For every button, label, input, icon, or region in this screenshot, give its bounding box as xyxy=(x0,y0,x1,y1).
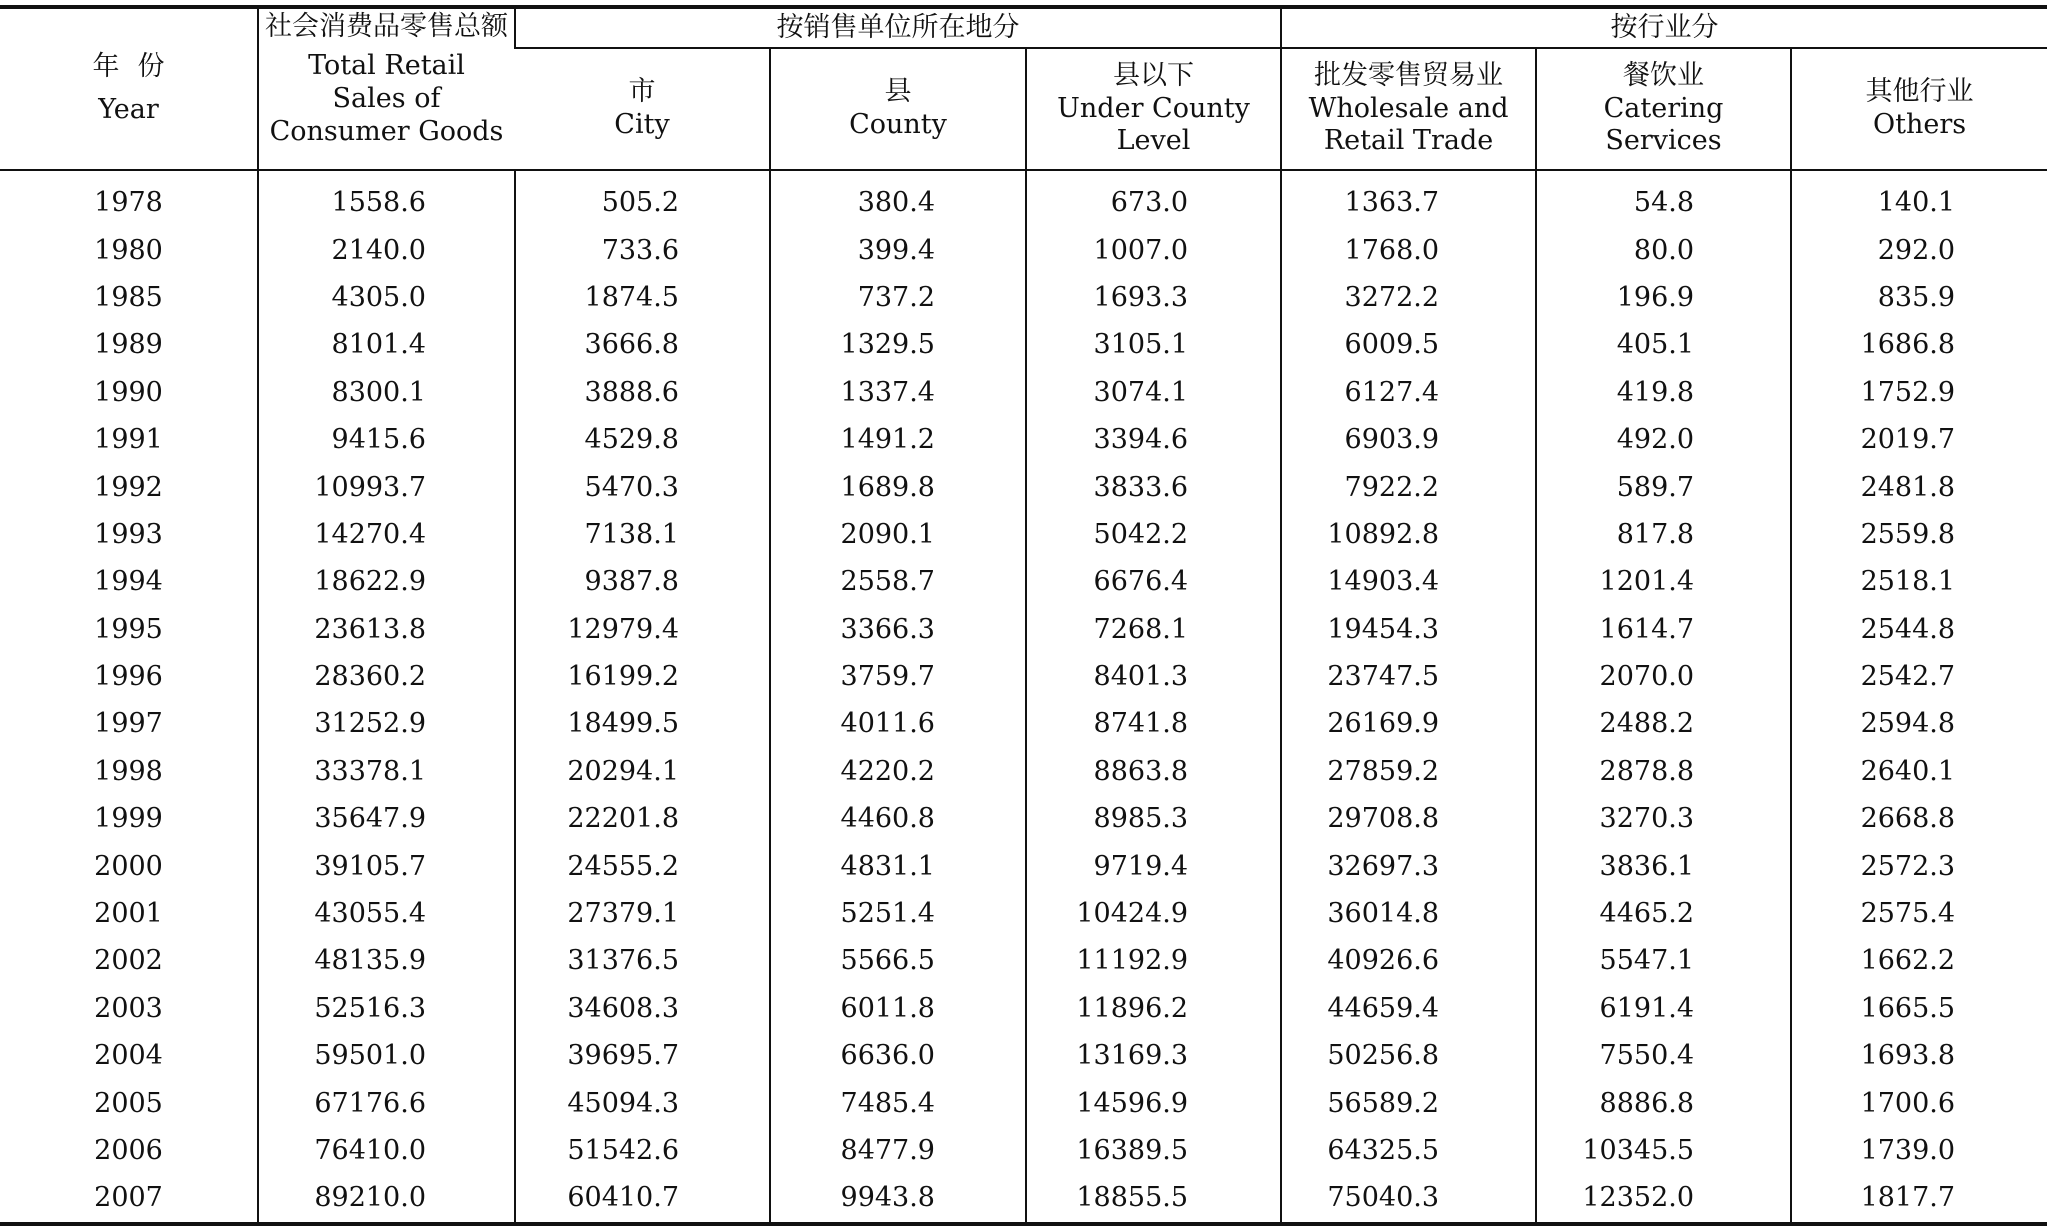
cell-year: 1994 xyxy=(94,566,163,598)
cell-others: 2594.8 xyxy=(1791,700,2047,747)
cell-wholesale: 3272.2 xyxy=(1281,274,1536,321)
table-row xyxy=(0,1032,2047,1079)
cell-below-county: 8985.3 xyxy=(1026,795,1281,842)
cell-county: 4831.1 xyxy=(770,842,1026,889)
header-city-en: City xyxy=(614,109,670,140)
cell-below-county: 3105.1 xyxy=(1026,321,1281,368)
header-catering-cn: 餐饮业 xyxy=(1623,59,1705,91)
cell-wholesale: 40926.6 xyxy=(1281,937,1536,984)
cell-below-county: 16389.5 xyxy=(1026,1127,1281,1174)
table-row xyxy=(0,1174,2047,1223)
cell-year: 1978 xyxy=(94,187,163,219)
cell-year: 1992 xyxy=(94,471,163,503)
cell-total: 1558.6 xyxy=(258,170,515,226)
table-row xyxy=(0,274,2047,321)
cell-year: 1980 xyxy=(94,234,163,266)
cell-catering: 6191.4 xyxy=(1536,985,1791,1032)
cell-county: 3366.3 xyxy=(770,606,1026,653)
cell-year: 1991 xyxy=(94,424,163,456)
cell-county: 6011.8 xyxy=(770,985,1026,1032)
header-below-cn: 县以下 xyxy=(1113,59,1195,91)
cell-city: 18499.5 xyxy=(515,700,770,747)
cell-wholesale: 19454.3 xyxy=(1281,606,1536,653)
cell-below-county: 3074.1 xyxy=(1026,369,1281,416)
header-total xyxy=(258,7,515,170)
cell-below-county: 9719.4 xyxy=(1026,842,1281,889)
retail-sales-table xyxy=(0,5,2047,1226)
cell-county: 1491.2 xyxy=(770,416,1026,463)
cell-wholesale: 7922.2 xyxy=(1281,463,1536,510)
header-wholesale xyxy=(1281,48,1536,170)
table-row xyxy=(0,795,2047,842)
cell-below-county: 5042.2 xyxy=(1026,511,1281,558)
cell-year: 1998 xyxy=(94,755,163,787)
cell-others: 1665.5 xyxy=(1791,985,2047,1032)
cell-below-county: 3394.6 xyxy=(1026,416,1281,463)
cell-county: 1329.5 xyxy=(770,321,1026,368)
cell-year: 2006 xyxy=(94,1135,163,1166)
cell-below-county: 7268.1 xyxy=(1026,606,1281,653)
cell-total: 35647.9 xyxy=(258,795,515,842)
cell-catering: 10345.5 xyxy=(1536,1127,1791,1174)
cell-catering: 12352.0 xyxy=(1536,1174,1791,1223)
cell-county: 2090.1 xyxy=(770,511,1026,558)
table-row xyxy=(0,748,2047,795)
cell-year: 2001 xyxy=(94,898,163,930)
cell-year: 1990 xyxy=(94,376,163,408)
cell-city: 34608.3 xyxy=(515,985,770,1032)
table-body xyxy=(0,170,2047,1224)
header-row-groups xyxy=(0,7,2047,48)
cell-wholesale: 26169.9 xyxy=(1281,700,1536,747)
cell-others: 1817.7 xyxy=(1791,1174,2047,1223)
cell-others: 2544.8 xyxy=(1791,606,2047,653)
cell-wholesale: 75040.3 xyxy=(1281,1174,1536,1223)
cell-year: 2004 xyxy=(94,1040,163,1072)
header-wholesale-en-2: Retail Trade xyxy=(1323,125,1494,157)
table-row xyxy=(0,170,2047,226)
cell-below-county: 18855.5 xyxy=(1026,1174,1281,1223)
cell-city: 20294.1 xyxy=(515,748,770,795)
header-year-cn: 年份 xyxy=(92,51,183,83)
cell-county: 5566.5 xyxy=(770,937,1026,984)
header-wholesale-en-1: Wholesale and xyxy=(1308,92,1509,124)
table-row xyxy=(0,369,2047,416)
cell-wholesale: 64325.5 xyxy=(1281,1127,1536,1174)
cell-city: 60410.7 xyxy=(515,1174,770,1223)
cell-below-county: 10424.9 xyxy=(1026,890,1281,937)
cell-total: 2140.0 xyxy=(258,226,515,273)
cell-others: 2575.4 xyxy=(1791,890,2047,937)
cell-year: 2000 xyxy=(94,850,163,882)
cell-wholesale: 6903.9 xyxy=(1281,416,1536,463)
table-row xyxy=(0,937,2047,984)
cell-county: 3759.7 xyxy=(770,653,1026,700)
cell-city: 24555.2 xyxy=(515,842,770,889)
cell-total: 23613.8 xyxy=(258,606,515,653)
table-row xyxy=(0,463,2047,510)
cell-wholesale: 50256.8 xyxy=(1281,1032,1536,1079)
cell-catering: 405.1 xyxy=(1536,321,1791,368)
header-others-en: Others xyxy=(1872,109,1967,140)
cell-county: 1337.4 xyxy=(770,369,1026,416)
cell-others: 140.1 xyxy=(1791,170,2047,226)
cell-county: 7485.4 xyxy=(770,1079,1026,1126)
cell-county: 399.4 xyxy=(770,226,1026,273)
cell-others: 2542.7 xyxy=(1791,653,2047,700)
cell-total: 28360.2 xyxy=(258,653,515,700)
cell-total: 18622.9 xyxy=(258,558,515,605)
cell-county: 1689.8 xyxy=(770,463,1026,510)
header-below-en-1: Under County xyxy=(1057,92,1250,124)
cell-below-county: 1007.0 xyxy=(1026,226,1281,273)
header-catering-en-2: Services xyxy=(1605,125,1722,157)
cell-county: 9943.8 xyxy=(770,1174,1026,1223)
cell-wholesale: 1363.7 xyxy=(1281,170,1536,226)
cell-wholesale: 14903.4 xyxy=(1281,558,1536,605)
cell-year: 1999 xyxy=(94,803,163,835)
cell-catering: 54.8 xyxy=(1536,170,1791,226)
cell-below-county: 3833.6 xyxy=(1026,463,1281,510)
cell-catering: 8886.8 xyxy=(1536,1079,1791,1126)
cell-year: 1997 xyxy=(94,708,163,740)
table-row xyxy=(0,511,2047,558)
cell-others: 1662.2 xyxy=(1791,937,2047,984)
table-row xyxy=(0,1079,2047,1126)
cell-total: 9415.6 xyxy=(258,416,515,463)
cell-below-county: 8401.3 xyxy=(1026,653,1281,700)
cell-catering: 419.8 xyxy=(1536,369,1791,416)
header-county-cn: 县 xyxy=(884,76,912,108)
table-header xyxy=(0,7,2047,170)
cell-year: 1985 xyxy=(94,281,163,313)
cell-year: 2003 xyxy=(94,992,163,1024)
header-group-location: 按销售单位所在地分 xyxy=(515,7,1281,48)
table-row xyxy=(0,890,2047,937)
cell-city: 7138.1 xyxy=(515,511,770,558)
cell-others: 835.9 xyxy=(1791,274,2047,321)
table-row xyxy=(0,1127,2047,1174)
cell-city: 505.2 xyxy=(515,170,770,226)
cell-wholesale: 44659.4 xyxy=(1281,985,1536,1032)
cell-county: 6636.0 xyxy=(770,1032,1026,1079)
header-year xyxy=(0,7,258,170)
cell-others: 2518.1 xyxy=(1791,558,2047,605)
cell-catering: 7550.4 xyxy=(1536,1032,1791,1079)
cell-below-county: 14596.9 xyxy=(1026,1079,1281,1126)
cell-total: 4305.0 xyxy=(258,274,515,321)
cell-catering: 2070.0 xyxy=(1536,653,1791,700)
cell-total: 48135.9 xyxy=(258,937,515,984)
cell-total: 33378.1 xyxy=(258,748,515,795)
cell-wholesale: 27859.2 xyxy=(1281,748,1536,795)
cell-catering: 3270.3 xyxy=(1536,795,1791,842)
cell-county: 2558.7 xyxy=(770,558,1026,605)
cell-catering: 5547.1 xyxy=(1536,937,1791,984)
cell-below-county: 13169.3 xyxy=(1026,1032,1281,1079)
cell-others: 1686.8 xyxy=(1791,321,2047,368)
cell-wholesale: 32697.3 xyxy=(1281,842,1536,889)
cell-catering: 1201.4 xyxy=(1536,558,1791,605)
table-row xyxy=(0,321,2047,368)
cell-county: 380.4 xyxy=(770,170,1026,226)
header-total-cn: 社会消费品零售总额 xyxy=(265,11,508,42)
cell-wholesale: 56589.2 xyxy=(1281,1079,1536,1126)
cell-total: 8300.1 xyxy=(258,369,515,416)
cell-wholesale: 10892.8 xyxy=(1281,511,1536,558)
cell-catering: 492.0 xyxy=(1536,416,1791,463)
cell-city: 9387.8 xyxy=(515,558,770,605)
cell-wholesale: 29708.8 xyxy=(1281,795,1536,842)
table-row xyxy=(0,606,2047,653)
cell-total: 76410.0 xyxy=(258,1127,515,1174)
cell-county: 4460.8 xyxy=(770,795,1026,842)
cell-total: 59501.0 xyxy=(258,1032,515,1079)
cell-year: 1996 xyxy=(94,661,163,693)
table-row xyxy=(0,700,2047,747)
table-row xyxy=(0,842,2047,889)
cell-others: 292.0 xyxy=(1791,226,2047,273)
cell-year: 1989 xyxy=(94,329,163,361)
cell-city: 51542.6 xyxy=(515,1127,770,1174)
cell-city: 3888.6 xyxy=(515,369,770,416)
cell-catering: 2878.8 xyxy=(1536,748,1791,795)
cell-wholesale: 23747.5 xyxy=(1281,653,1536,700)
cell-city: 3666.8 xyxy=(515,321,770,368)
header-catering xyxy=(1536,48,1791,170)
cell-catering: 196.9 xyxy=(1536,274,1791,321)
cell-below-county: 11192.9 xyxy=(1026,937,1281,984)
cell-catering: 2488.2 xyxy=(1536,700,1791,747)
header-below-county xyxy=(1026,48,1281,170)
cell-total: 89210.0 xyxy=(258,1174,515,1223)
table-row xyxy=(0,416,2047,463)
cell-city: 31376.5 xyxy=(515,937,770,984)
cell-total: 14270.4 xyxy=(258,511,515,558)
cell-others: 1693.8 xyxy=(1791,1032,2047,1079)
cell-city: 733.6 xyxy=(515,226,770,273)
cell-county: 4011.6 xyxy=(770,700,1026,747)
cell-below-county: 673.0 xyxy=(1026,170,1281,226)
cell-wholesale: 6009.5 xyxy=(1281,321,1536,368)
header-wholesale-cn: 批发零售贸易业 xyxy=(1314,59,1504,91)
cell-total: 31252.9 xyxy=(258,700,515,747)
cell-city: 4529.8 xyxy=(515,416,770,463)
cell-total: 10993.7 xyxy=(258,463,515,510)
cell-county: 8477.9 xyxy=(770,1127,1026,1174)
header-catering-en-1: Catering xyxy=(1603,92,1724,124)
header-others xyxy=(1791,48,2047,170)
cell-year: 2002 xyxy=(94,945,163,977)
cell-others: 1700.6 xyxy=(1791,1079,2047,1126)
table-row xyxy=(0,558,2047,605)
table-row xyxy=(0,653,2047,700)
header-below-en-2: Level xyxy=(1116,125,1191,157)
cell-others: 1739.0 xyxy=(1791,1127,2047,1174)
header-city xyxy=(515,48,770,170)
cell-year: 2005 xyxy=(94,1087,163,1119)
cell-year: 1993 xyxy=(94,518,163,550)
cell-wholesale: 36014.8 xyxy=(1281,890,1536,937)
cell-county: 4220.2 xyxy=(770,748,1026,795)
cell-county: 737.2 xyxy=(770,274,1026,321)
header-others-cn: 其他行业 xyxy=(1865,76,1974,108)
header-total-en-2: Sales of xyxy=(332,82,441,114)
cell-city: 12979.4 xyxy=(515,606,770,653)
cell-others: 2481.8 xyxy=(1791,463,2047,510)
cell-city: 5470.3 xyxy=(515,463,770,510)
cell-others: 2668.8 xyxy=(1791,795,2047,842)
cell-others: 1752.9 xyxy=(1791,369,2047,416)
header-city-cn: 市 xyxy=(628,76,656,108)
cell-catering: 589.7 xyxy=(1536,463,1791,510)
header-county xyxy=(770,48,1026,170)
cell-city: 16199.2 xyxy=(515,653,770,700)
header-group-industry: 按行业分 xyxy=(1281,7,2047,48)
cell-wholesale: 1768.0 xyxy=(1281,226,1536,273)
cell-city: 27379.1 xyxy=(515,890,770,937)
cell-below-county: 8863.8 xyxy=(1026,748,1281,795)
cell-others: 2019.7 xyxy=(1791,416,2047,463)
header-total-en-1: Total Retail xyxy=(308,49,465,81)
cell-wholesale: 6127.4 xyxy=(1281,369,1536,416)
cell-others: 2559.8 xyxy=(1791,511,2047,558)
cell-below-county: 6676.4 xyxy=(1026,558,1281,605)
cell-year: 2007 xyxy=(0,1174,258,1223)
cell-catering: 1614.7 xyxy=(1536,606,1791,653)
header-county-en: County xyxy=(849,109,947,140)
table-row xyxy=(0,226,2047,273)
cell-catering: 80.0 xyxy=(1536,226,1791,273)
cell-total: 52516.3 xyxy=(258,985,515,1032)
cell-below-county: 11896.2 xyxy=(1026,985,1281,1032)
cell-others: 2572.3 xyxy=(1791,842,2047,889)
retail-sales-table-container xyxy=(0,5,2047,1226)
cell-total: 39105.7 xyxy=(258,842,515,889)
cell-city: 1874.5 xyxy=(515,274,770,321)
cell-year: 1995 xyxy=(94,613,163,645)
cell-total: 8101.4 xyxy=(258,321,515,368)
cell-others: 2640.1 xyxy=(1791,748,2047,795)
cell-below-county: 1693.3 xyxy=(1026,274,1281,321)
cell-below-county: 8741.8 xyxy=(1026,700,1281,747)
cell-county: 5251.4 xyxy=(770,890,1026,937)
cell-total: 43055.4 xyxy=(258,890,515,937)
cell-city: 22201.8 xyxy=(515,795,770,842)
header-year-en: Year xyxy=(98,94,159,125)
table-row xyxy=(0,985,2047,1032)
cell-catering: 3836.1 xyxy=(1536,842,1791,889)
cell-catering: 4465.2 xyxy=(1536,890,1791,937)
cell-city: 39695.7 xyxy=(515,1032,770,1079)
cell-city: 45094.3 xyxy=(515,1079,770,1126)
cell-total: 67176.6 xyxy=(258,1079,515,1126)
cell-catering: 817.8 xyxy=(1536,511,1791,558)
header-total-en-3: Consumer Goods xyxy=(269,115,504,147)
